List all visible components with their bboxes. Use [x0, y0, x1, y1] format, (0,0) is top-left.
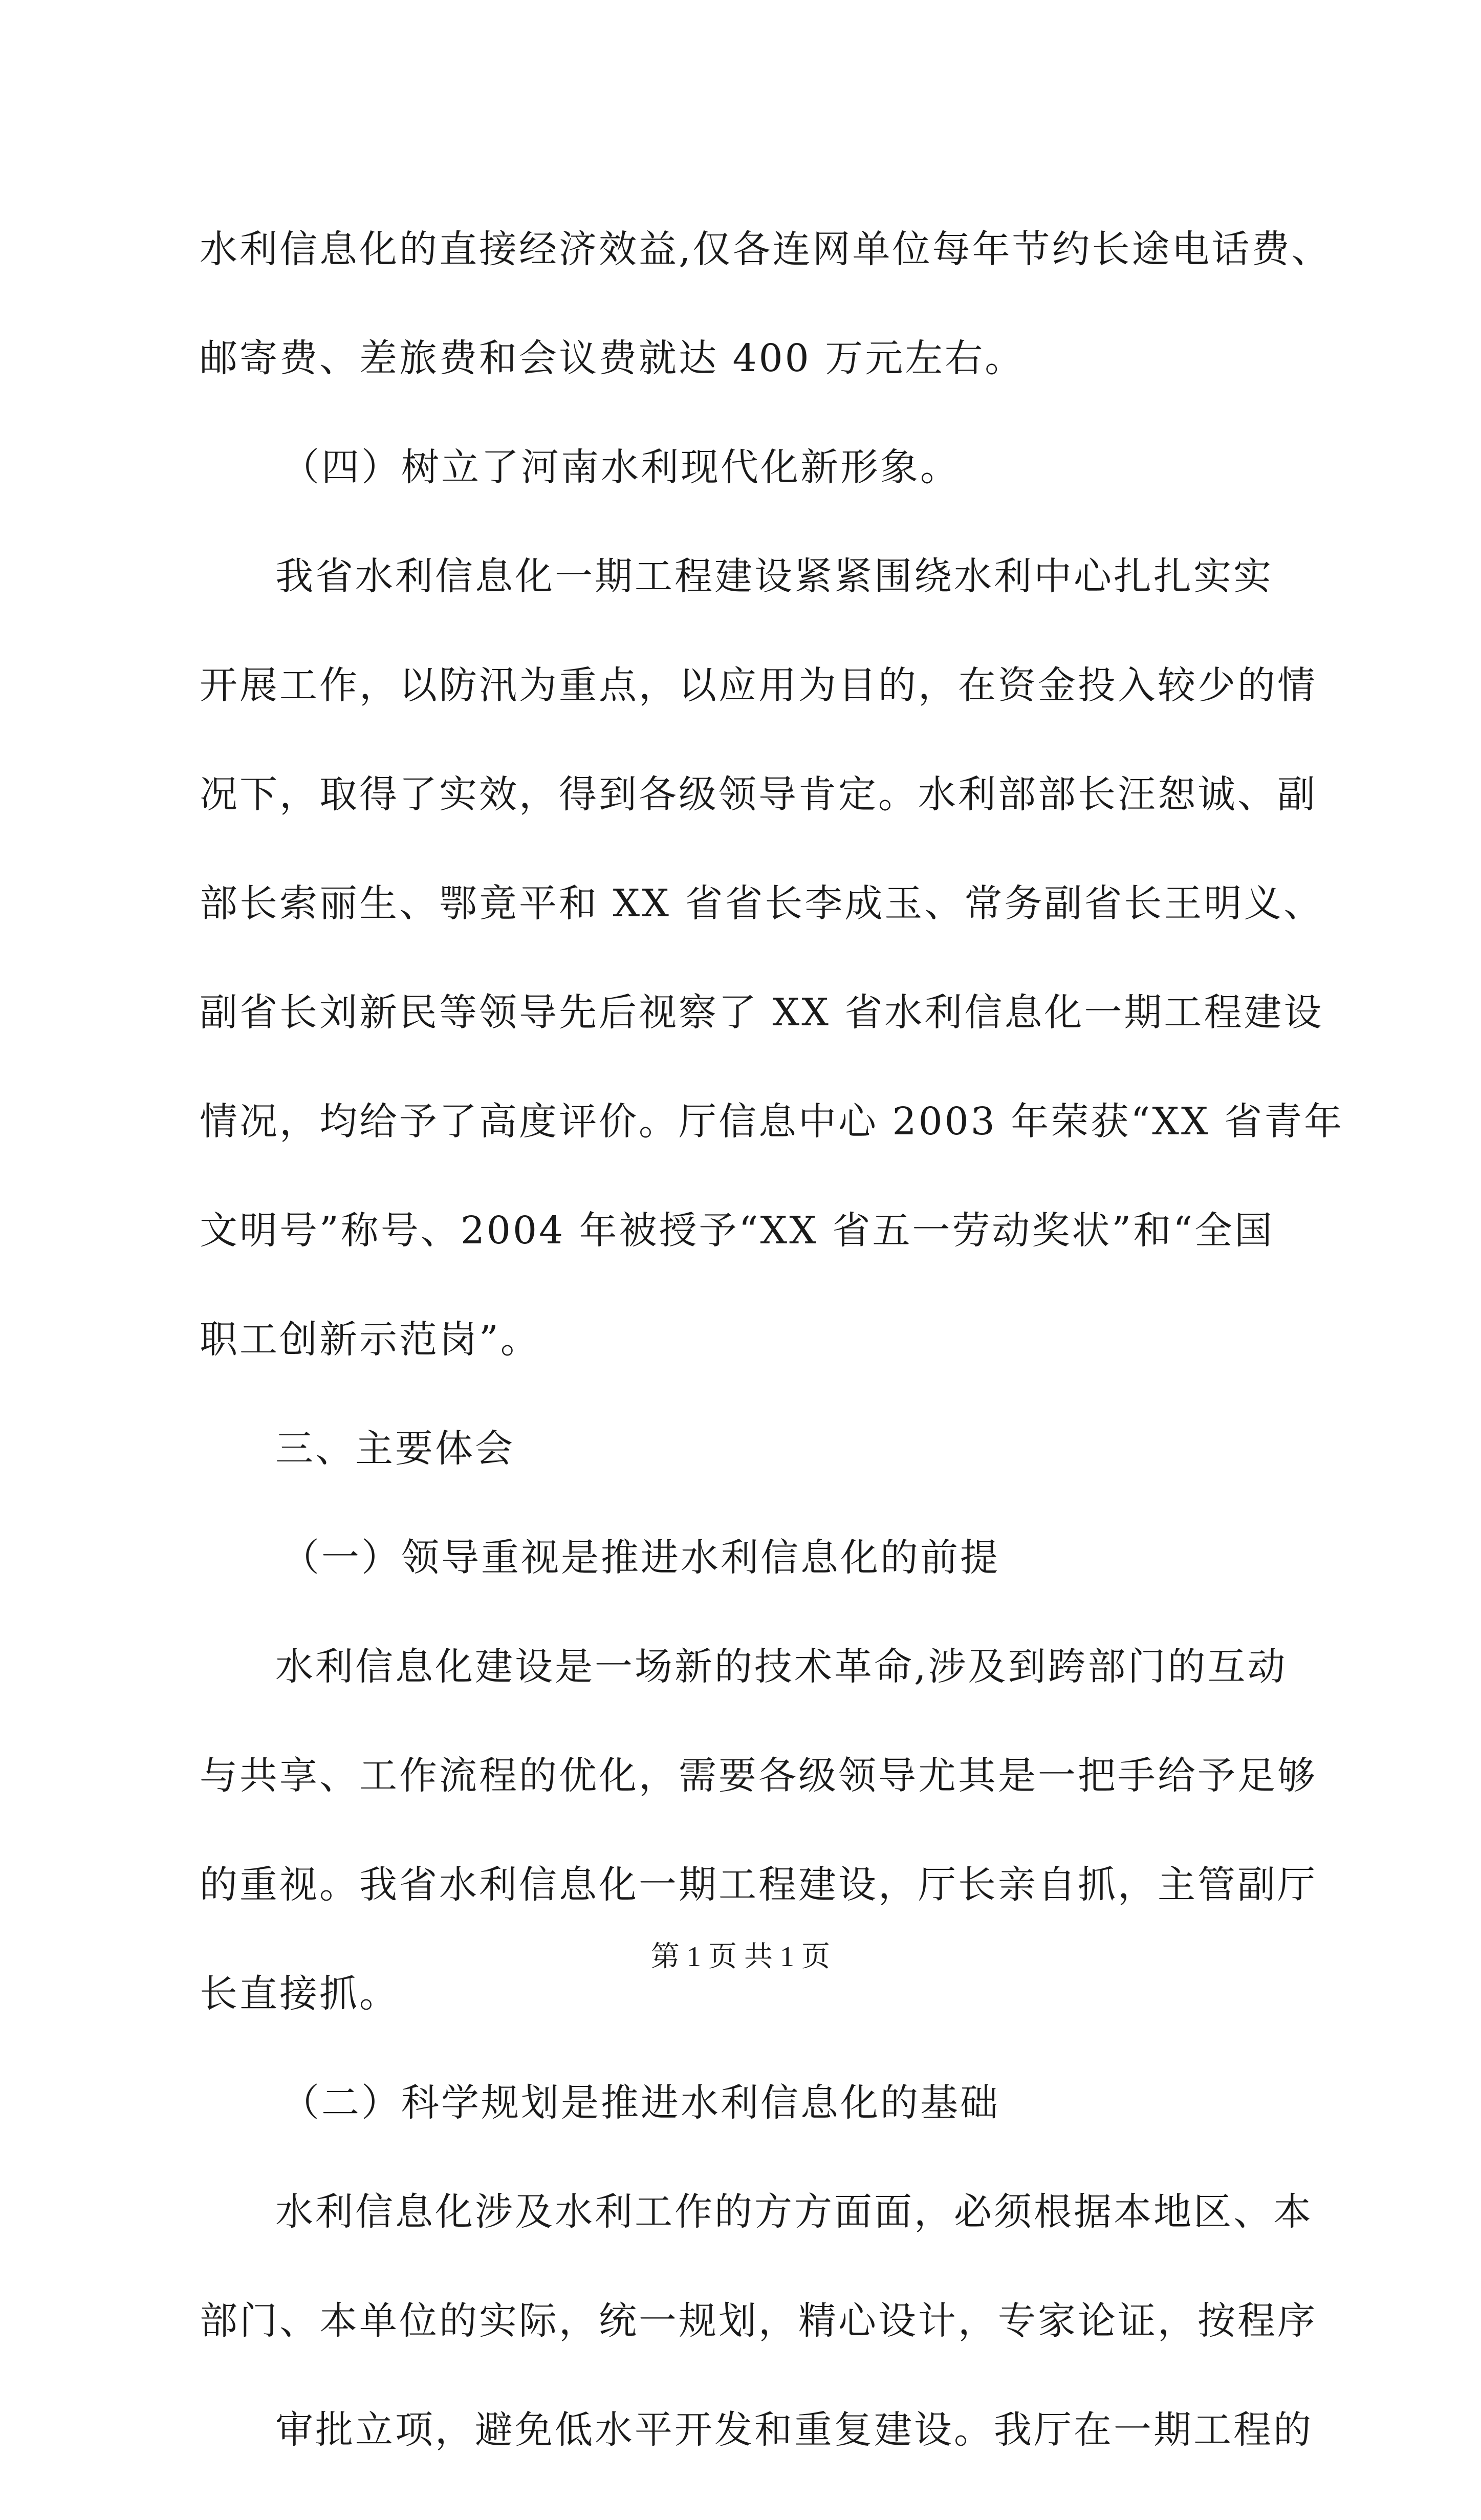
- page-number: 第 1 页 共 1 页: [651, 1941, 830, 1973]
- body-text-line: 况下，取得了实效，得到各级领导肯定。水利部部长汪恕诚、副: [200, 772, 1317, 816]
- body-text-line: 的重视。我省水利信息化一期工程建设，厅长亲自抓，主管副厅: [200, 1863, 1317, 1907]
- body-text-line: 水利信息化建设是一场新的技术革命,涉及到跨部门的互动: [275, 1645, 1288, 1689]
- body-text-line: 邮寄费、差旅费和会议费就达 400 万元左右。: [200, 336, 1025, 380]
- body-text-line: 审批立项，避免低水平开发和重复建设。我厅在一期工程的: [275, 2408, 1313, 2452]
- section-heading: 三、主要体会: [275, 1427, 515, 1471]
- page-footer: [0, 1943, 1481, 1971]
- body-text-line: 情况，均给予了高度评价。厅信息中心 2003 年荣获“XX 省青年: [200, 1100, 1344, 1144]
- body-text-line: 副省长刘新民等领导先后视察了 XX 省水利信息化一期工程建设: [200, 990, 1324, 1035]
- section-heading: （一）领导重视是推进水利信息化的前提: [281, 1536, 1000, 1580]
- body-text-line: 水利信息化的直接经济效益,仅各连网单位每年节约长途电话费、: [200, 227, 1332, 271]
- section-heading: （四）树立了河南水利现代化新形象。: [281, 445, 960, 489]
- body-text-line: 我省水利信息化一期工程建设紧紧围绕水利中心扎扎实实: [275, 554, 1273, 598]
- body-text-line: 开展工作，以防汛为重点，以应用为目的，在资金投入较少的情: [200, 663, 1317, 707]
- body-text-line: 与共享、工作流程的优化，需要各级领导尤其是一把手给予足够: [200, 1754, 1317, 1798]
- body-text-line: 职工创新示范岗”。: [200, 1318, 540, 1362]
- body-text-line: 部长索丽生、鄂竟平和 XX 省省长李成玉、常务副省长王明义、: [200, 881, 1324, 925]
- body-text-line: 水利信息化涉及水利工作的方方面面，必须根据本地区、本: [275, 2190, 1313, 2234]
- body-text-line: 文明号”称号、2004 年被授予“XX 省五一劳动奖状”和“全国: [200, 1209, 1275, 1253]
- document-body: [200, 227, 1344, 2520]
- body-text-line: 长直接抓。: [200, 1972, 399, 2016]
- body-text-line: 部门、本单位的实际，统一规划，精心设计，专家论证，按程序: [200, 2299, 1317, 2343]
- section-heading: （二）科学规划是推进水利信息化的基础: [281, 2081, 1000, 2125]
